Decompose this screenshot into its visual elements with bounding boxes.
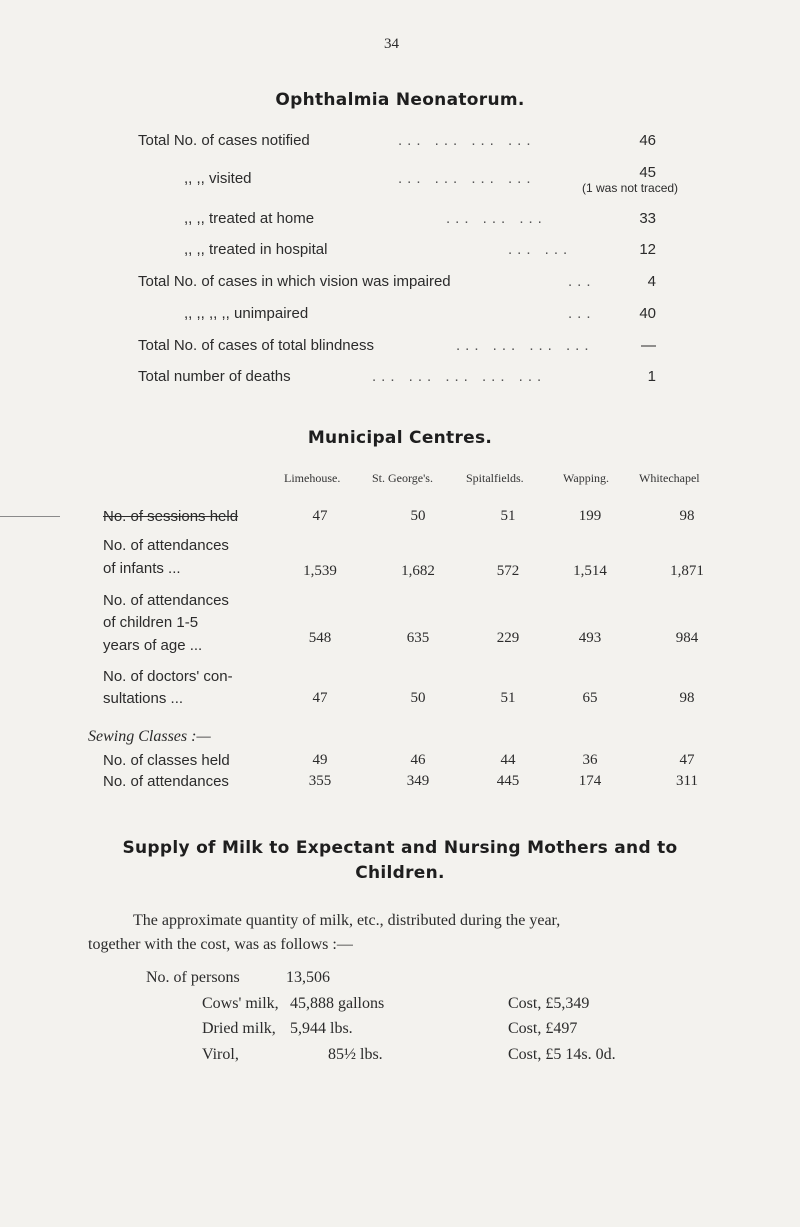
table-cell: 349 xyxy=(406,773,430,789)
table-cell: 572 xyxy=(496,563,520,579)
table-cell: 445 xyxy=(496,773,520,789)
visited-note: (1 was not traced) xyxy=(582,181,679,195)
table-cell: 548 xyxy=(308,630,332,646)
column-header-st-georges: St. George's. xyxy=(372,471,433,485)
table-cell: 984 xyxy=(675,630,699,646)
municipal-row-label: No. of sessions held xyxy=(103,508,239,525)
table-cell: 65 xyxy=(582,690,598,706)
ophthalmia-row-label: Total No. of cases notified xyxy=(138,132,310,149)
leader-dots: ... ... ... ... xyxy=(398,170,536,187)
milk-item-quantity: 45,888 gallons xyxy=(290,995,385,1012)
table-cell: 47 xyxy=(312,508,328,524)
table-cell: 51 xyxy=(500,690,516,706)
column-header-limehouse: Limehouse. xyxy=(284,471,341,485)
municipal-row-label: years of age ... xyxy=(103,637,203,654)
leader-dots: ... xyxy=(568,273,596,290)
table-cell: 1,514 xyxy=(573,563,607,579)
ophthalmia-row-value: 46 xyxy=(639,132,656,149)
ophthalmia-row-label: ,, ,, ,, ,, unimpaired xyxy=(184,305,309,322)
table-cell: 229 xyxy=(496,630,520,646)
milk-heading-line2: Children. xyxy=(355,863,445,883)
ophthalmia-row-value: 33 xyxy=(639,210,656,227)
leader-dots: ... ... xyxy=(508,241,573,258)
table-cell: 635 xyxy=(406,630,430,646)
table-cell: 47 xyxy=(679,752,695,768)
municipal-row-label: sultations ... xyxy=(103,690,184,707)
table-cell: 98 xyxy=(679,690,695,706)
leader-dots: ... xyxy=(568,305,596,322)
sewing-classes-title: Sewing Classes :— xyxy=(88,728,211,745)
table-cell: 46 xyxy=(410,752,426,768)
ophthalmia-row-value: — xyxy=(641,337,656,354)
milk-item-cost: Cost, £5,349 xyxy=(508,995,590,1012)
milk-paragraph-line: The approximate quantity of milk, etc., distributed during the year, xyxy=(133,912,561,929)
ophthalmia-row-label: Total No. of cases of total blindness xyxy=(138,337,374,354)
milk-item-name: Virol, xyxy=(202,1046,239,1063)
column-header-wapping: Wapping. xyxy=(563,471,610,485)
milk-item-quantity: 5,944 lbs. xyxy=(290,1020,353,1037)
column-header-spitalfields: Spitalfields. xyxy=(466,471,524,485)
table-cell: 49 xyxy=(312,752,328,768)
municipal-row-label: No. of attendances xyxy=(103,592,229,609)
table-cell: 1,539 xyxy=(303,563,337,579)
milk-item-cost: Cost, £5 14s. 0d. xyxy=(508,1046,616,1063)
municipal-heading: Municipal Centres. xyxy=(307,428,493,448)
ophthalmia-row-label: Total No. of cases in which vision was impaired xyxy=(138,273,451,290)
ophthalmia-row-value: 1 xyxy=(647,368,656,385)
table-cell: 1,682 xyxy=(401,563,435,579)
ophthalmia-row-value: 4 xyxy=(647,273,656,290)
municipal-row-label: No. of doctors' con- xyxy=(103,668,233,685)
ophthalmia-row-label: ,, ,, treated at home xyxy=(184,210,315,227)
milk-paragraph-line: together with the cost, was as follows :— xyxy=(88,936,353,953)
ophthalmia-heading: Ophthalmia Neonatorum. xyxy=(275,90,525,110)
leader-dots: ... ... ... ... xyxy=(398,132,536,149)
ophthalmia-row-label: ,, ,, treated in hospital xyxy=(184,241,328,258)
milk-heading: Supply of Milk to Expectant and Nursing Mothers and to xyxy=(122,838,678,858)
stray-rule xyxy=(0,516,60,517)
table-cell: 174 xyxy=(578,773,602,789)
page-number: 34 xyxy=(384,36,399,52)
milk-item-cost: Cost, £497 xyxy=(508,1020,578,1037)
table-cell: 98 xyxy=(679,508,695,524)
column-header-whitechapel: Whitechapel xyxy=(639,471,700,485)
ophthalmia-row-label: Total number of deaths xyxy=(138,368,291,385)
municipal-row-label: of infants ... xyxy=(103,560,181,577)
table-cell: 51 xyxy=(500,508,516,524)
table-cell: 50 xyxy=(410,508,426,524)
persons-label: No. of persons xyxy=(146,969,240,986)
ophthalmia-row-value: 45 xyxy=(639,164,656,181)
table-cell: 1,871 xyxy=(670,563,704,579)
municipal-row-label: No. of attendances xyxy=(103,537,229,554)
table-cell: 47 xyxy=(312,690,328,706)
ophthalmia-row-value: 40 xyxy=(639,305,656,322)
persons-value: 13,506 xyxy=(286,969,330,986)
table-cell: 44 xyxy=(500,752,516,768)
ophthalmia-row-value: 12 xyxy=(639,241,656,258)
table-cell: 311 xyxy=(676,773,698,789)
table-cell: 199 xyxy=(578,508,602,524)
milk-item-quantity: 85½ lbs. xyxy=(328,1046,383,1063)
milk-item-name: Dried milk, xyxy=(202,1020,276,1037)
table-cell: 36 xyxy=(582,752,598,768)
leader-dots: ... ... ... ... xyxy=(456,337,594,354)
table-cell: 355 xyxy=(308,773,332,789)
leader-dots: ... ... ... ... ... xyxy=(372,368,547,385)
milk-item-name: Cows' milk, xyxy=(202,995,279,1012)
municipal-row-label: of children 1-5 xyxy=(103,614,199,631)
sewing-row-label: No. of classes held xyxy=(103,752,230,769)
ophthalmia-row-label: ,, ,, visited xyxy=(184,170,252,187)
table-cell: 50 xyxy=(410,690,426,706)
sewing-row-label: No. of attendances xyxy=(103,773,229,790)
leader-dots: ... ... ... xyxy=(446,210,547,227)
table-cell: 493 xyxy=(578,630,602,646)
